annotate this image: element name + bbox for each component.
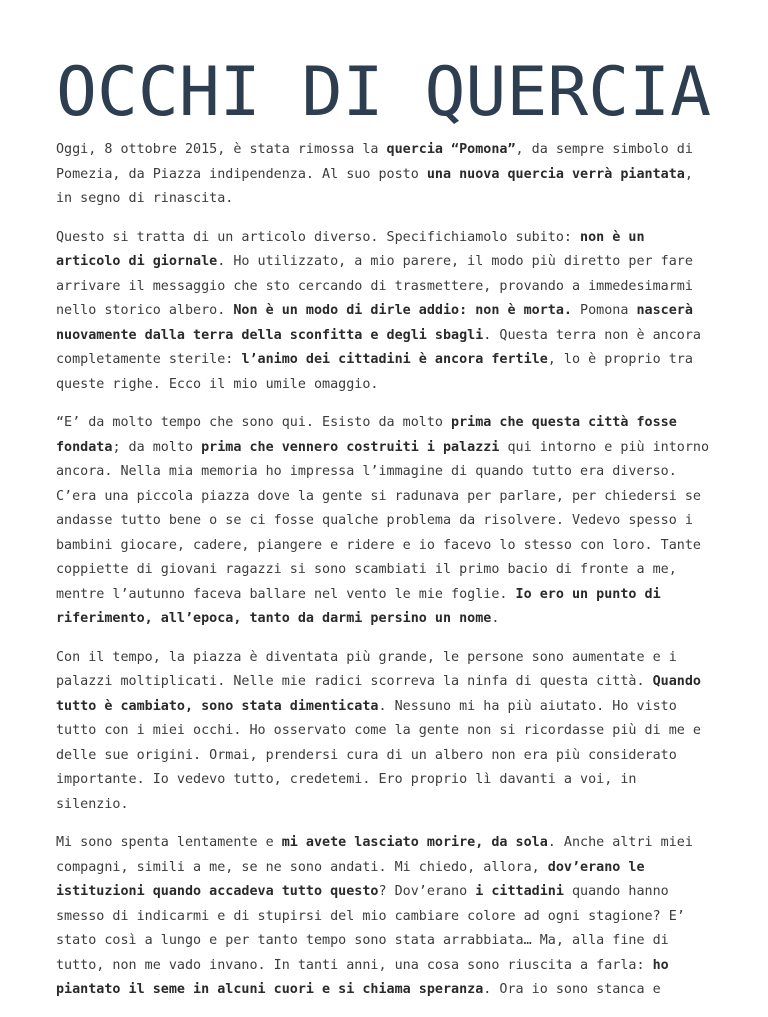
article-paragraph bbox=[56, 411, 716, 632]
bold-text: una nuova quercia verrà piantata bbox=[426, 166, 685, 182]
text-run: ; da molto bbox=[112, 439, 202, 455]
text-run: . Ho utilizzato, a mio parere, il modo più diretto per fare arrivare il messaggio che sto cercando di trasmettere, provando a immedesimarmi nello storico albero. bbox=[56, 254, 693, 318]
article-paragraph bbox=[56, 646, 716, 818]
bold-text: non è un articolo di giornale bbox=[56, 229, 645, 269]
text-run: ? Dov’erano bbox=[378, 884, 476, 899]
article-body bbox=[56, 138, 716, 1003]
text-run: . Nessuno mi ha più aiutato. Ho visto tutto con i miei occhi. Ho osservato come la gente non si ricordasse più di me e delle sue origini. Ormai, prendersi cura di un albero non era più considerato importante. Io vedevo tutto, credetemi. Ero proprio lì davanti a voi, in silenzio. bbox=[56, 698, 701, 812]
article-page bbox=[56, 0, 716, 1017]
text-run: Pomona bbox=[571, 303, 637, 318]
bold-text: i cittadini bbox=[475, 884, 564, 899]
bold-text: l’animo dei cittadini è ancora fertile bbox=[241, 352, 548, 367]
bold-text: nascerà nuovamente dalla terra della sconfitta e degli sbagli bbox=[56, 303, 693, 343]
text-run: , lo è proprio tra queste righe. Ecco il mio umile omaggio. bbox=[56, 352, 693, 392]
text-run: . Ora io sono stanca e bbox=[483, 982, 661, 997]
bold-text: quercia “Pomona” bbox=[386, 142, 516, 157]
text-run: “E’ da molto tempo che sono qui. Esisto da molto bbox=[56, 415, 452, 430]
bold-text: dov’erano le istituzioni quando accadeva tutto questo bbox=[56, 859, 645, 899]
bold-text: Non è un modo di dirle addio: non è morta. bbox=[233, 303, 572, 318]
text-run: quando hanno smesso di indicarmi e di stupirsi del mio cambiare colore ad ogni stagione? E’ stato così a lungo e per tanto tempo sono stata arrabbiata… Ma, alla fine di tutto, non me vado invano. In tanti anni, una cosa sono riuscita a farla: bbox=[56, 884, 685, 973]
bold-text: Io ero un punto di riferimento, all’epoca, tanto da darmi persino un nome bbox=[56, 586, 661, 626]
article-paragraph bbox=[56, 226, 716, 398]
text-run: qui intorno e più intorno ancora. Nella mia memoria ho impressa l’immagine di quando tutto era diverso. C’era una piccola piazza dove la gente si radunava per parlare, per chiedersi se andasse tutto bene o se ci fosse qualche problema da risolvere. Vedevo spesso i bambini giocare, cadere, piangere e ridere e io facevo lo stesso con loro. Tante coppiette di giovani ragazzi si sono scambiati il primo bacio di fronte a me, mentre l’autunno faceva ballare nel vento le mie foglie. bbox=[56, 439, 710, 602]
article-paragraph bbox=[56, 831, 716, 1003]
bold-text: prima che questa città fosse fondata bbox=[56, 415, 677, 455]
text-run: Oggi, 8 ottobre 2015, è stata rimossa la bbox=[56, 142, 387, 157]
text-run: Mi sono spenta lentamente e bbox=[56, 835, 282, 850]
bold-text: Quando tutto è cambiato, sono stata dimenticata bbox=[56, 674, 701, 714]
article-title: OCCHI DI QUERCIA bbox=[56, 53, 712, 132]
bold-text: ho piantato il seme in alcuni cuori e si chiama speranza bbox=[56, 957, 669, 997]
article-paragraph bbox=[56, 138, 716, 212]
text-run: Questo si tratta di un articolo diverso. Specifichiamolo subito: bbox=[56, 229, 581, 245]
bold-text: prima che vennero costruiti i palazzi bbox=[201, 439, 500, 455]
text-run: . Questa terra non è ancora completamente sterile: bbox=[56, 327, 701, 367]
text-run: Con il tempo, la piazza è diventata più grande, le persone sono aumentate e i palazzi moltiplicati. Nelle mie radici scorreva la ninfa di questa città. bbox=[56, 649, 677, 689]
text-run: . Anche altri miei compagni, simili a me, se ne sono andati. Mi chiedo, allora, bbox=[56, 835, 693, 875]
text-run: , in segno di rinascita. bbox=[56, 166, 693, 206]
text-run: . bbox=[491, 611, 500, 626]
text-run: , da sempre simbolo di Pomezia, da Piazza indipendenza. Al suo posto bbox=[56, 142, 693, 182]
bold-text: mi avete lasciato morire, da sola bbox=[281, 835, 548, 850]
